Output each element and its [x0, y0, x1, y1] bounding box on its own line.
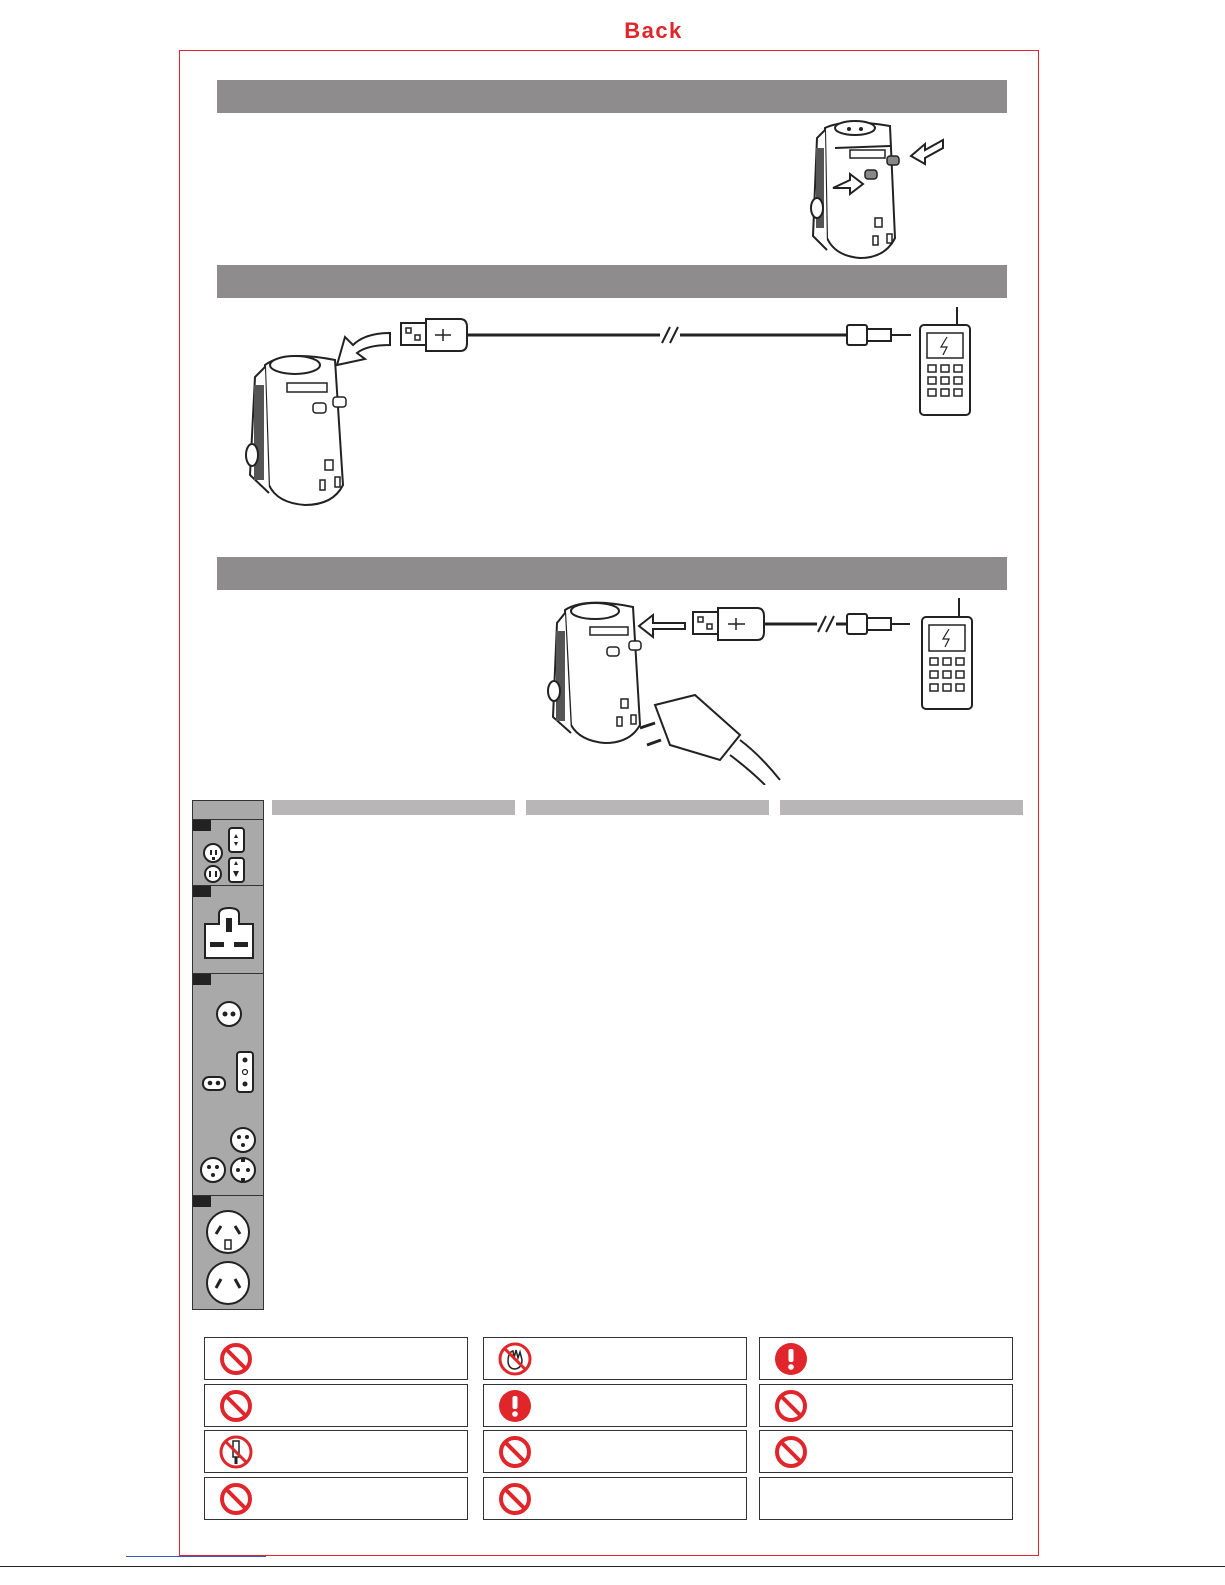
warning-box	[759, 1337, 1013, 1380]
prohibition-icon	[774, 1389, 808, 1423]
prohibition-icon	[498, 1482, 532, 1516]
us-socket-icon	[201, 825, 257, 883]
prohibition-icon	[219, 1342, 253, 1376]
charging-with-plug-illustration	[535, 595, 995, 785]
european-sockets-icon	[199, 992, 259, 1192]
prohibition-icon	[219, 1482, 253, 1516]
warning-box	[204, 1430, 468, 1473]
warning-box	[483, 1430, 747, 1473]
warning-box	[759, 1477, 1013, 1520]
usb-cable-phone-illustration	[225, 305, 990, 510]
prohibition-icon	[219, 1389, 253, 1423]
region-tag	[193, 1196, 211, 1207]
warning-box	[483, 1384, 747, 1427]
warning-box	[204, 1477, 468, 1520]
socket-types-panel	[192, 800, 264, 1310]
section-header-usb-indicator	[217, 80, 1007, 113]
warning-box	[204, 1337, 468, 1380]
region-tag	[193, 886, 211, 897]
warning-box	[759, 1430, 1013, 1473]
region-tag	[193, 974, 211, 985]
exclamation-icon	[774, 1342, 808, 1376]
socket-region-d	[193, 1195, 263, 1309]
prohibition-icon	[774, 1435, 808, 1469]
warning-box	[204, 1384, 468, 1427]
warning-box	[483, 1337, 747, 1380]
footer-link-underline	[126, 1556, 266, 1557]
column-header-1	[272, 800, 515, 815]
section-header-charging	[217, 557, 1007, 590]
column-header-3	[780, 800, 1023, 815]
section-header-usb-cable	[217, 265, 1007, 298]
au-socket-icon	[203, 1208, 253, 1308]
page-title: Back	[624, 18, 683, 43]
column-header-2	[526, 800, 769, 815]
warning-box	[483, 1477, 747, 1520]
no-wet-hands-icon	[498, 1342, 532, 1376]
socket-region-b	[193, 885, 263, 974]
warning-box	[759, 1384, 1013, 1427]
no-disassemble-icon	[219, 1435, 253, 1469]
socket-region-c	[193, 973, 263, 1196]
socket-region-a	[193, 819, 263, 886]
exclamation-icon	[498, 1389, 532, 1423]
adapter-illustration	[795, 118, 955, 263]
uk-socket-icon	[201, 904, 257, 962]
prohibition-icon	[498, 1435, 532, 1469]
footer-rule	[0, 1566, 1225, 1567]
